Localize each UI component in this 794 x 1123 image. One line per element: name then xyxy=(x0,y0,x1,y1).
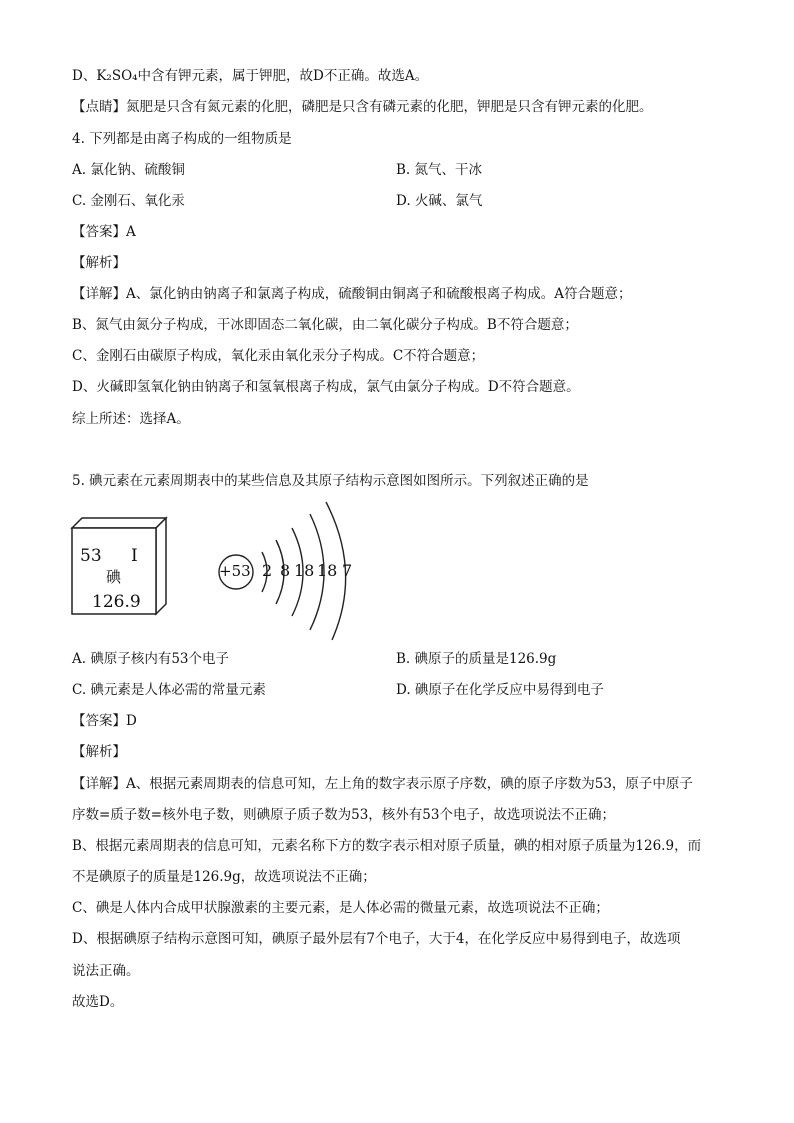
q4-analysis-heading: 【解析】 xyxy=(72,255,126,271)
q5-answer: 【答案】D xyxy=(72,713,137,729)
q4-detail-2: B、氮气由氮分子构成，干冰即固态二氧化碳，由二氧化碳分子构成。B不符合题意； xyxy=(72,317,578,333)
shell-electrons-1: 2 xyxy=(262,561,273,580)
shell-electrons-3: 18 xyxy=(294,561,315,580)
element-name: 碘 xyxy=(106,568,122,586)
q5-option-c: C. 碘元素是人体必需的常量元素 xyxy=(72,682,266,698)
q4-option-b: B. 氮气、干冰 xyxy=(396,162,483,178)
q4-summary: 综上所述：选择A。 xyxy=(72,411,190,427)
q5-option-b: B. 碘原子的质量是126.9g xyxy=(396,651,557,667)
q5-option-d: D. 碘原子在化学反应中易得到电子 xyxy=(396,682,604,698)
shell-electrons-2: 8 xyxy=(280,561,291,580)
shell-electrons-5: 7 xyxy=(342,561,353,580)
q4-answer: 【答案】A xyxy=(72,224,136,240)
q5-detail-1: 【详解】A、根据元素周期表的信息可知，左上角的数字表示原子序数，碘的原子序数为53，原子中原子 xyxy=(72,776,693,792)
answer-line-d: D、K₂SO₄中含有钾元素，属于钾肥，故D不正确。故选A。 xyxy=(72,68,429,84)
q5-detail-2: 序数=质子数=核外电子数，则碘原子质子数为53，核外有53个电子，故选项说法不正确； xyxy=(72,807,615,823)
q4-option-d: D. 火碱、氯气 xyxy=(396,193,483,209)
question-4-stem: 4. 下列都是由离子构成的一组物质是 xyxy=(72,131,292,147)
q4-detail-1: 【详解】A、氯化钠由钠离子和氯离子构成，硫酸铜由铜离子和硫酸根离子构成。A符合题意； xyxy=(72,286,632,302)
q5-detail-6: D、根据碘原子结构示意图可知，碘原子最外层有7个电子，大于4，在化学反应中易得到电子，故选项 xyxy=(72,931,681,947)
q4-option-c: C. 金刚石、氧化汞 xyxy=(72,193,185,209)
q5-detail-3: B、根据元素周期表的信息可知，元素名称下方的数字表示相对原子质量，碘的相对原子质量为126.9，而 xyxy=(72,838,702,854)
tip-line: 【点睛】氮肥是只含有氮元素的化肥，磷肥是只含有磷元素的化肥，钾肥是只含有钾元素的化肥。 xyxy=(72,99,653,115)
q5-detail-7: 说法正确。 xyxy=(72,963,140,979)
nucleus-charge: +53 xyxy=(219,562,251,580)
q5-analysis-heading: 【解析】 xyxy=(72,744,126,760)
question-5-stem: 5. 碘元素在元素周期表中的某些信息及其原子结构示意图如图所示。下列叙述正确的是 xyxy=(72,473,589,489)
shell-electrons-4: 18 xyxy=(317,561,338,580)
q5-detail-5: C、碘是人体内合成甲状腺激素的主要元素，是人体必需的微量元素，故选项说法不正确； xyxy=(72,900,609,916)
atomic-number: 53 xyxy=(80,546,102,566)
element-symbol: I xyxy=(131,546,138,566)
q4-detail-3: C、金刚石由碳原子构成，氧化汞由氧化汞分子构成。C不符合题意； xyxy=(72,348,485,364)
q5-detail-4: 不是碘原子的质量是126.9g，故选项说法不正确； xyxy=(72,869,376,885)
q5-selection: 故选D。 xyxy=(72,994,124,1010)
q4-detail-4: D、火碱即氢氧化钠由钠离子和氢氧根离子构成，氯气由氯分子构成。D不符合题意。 xyxy=(72,379,580,395)
q4-option-a: A. 氯化钠、硫酸铜 xyxy=(72,162,185,178)
atomic-mass: 126.9 xyxy=(92,592,141,612)
q5-option-a: A. 碘原子核内有53个电子 xyxy=(72,651,230,667)
